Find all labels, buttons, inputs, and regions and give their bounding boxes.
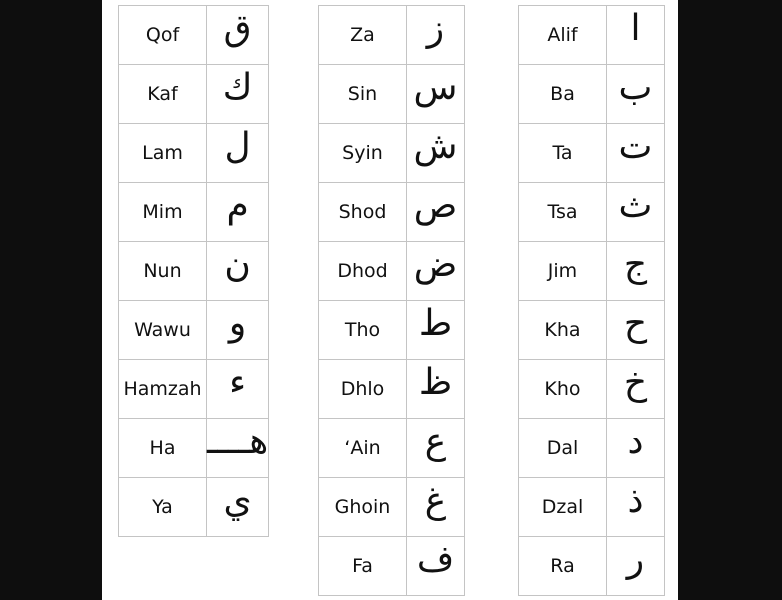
letter-row <box>319 537 465 596</box>
letter-row <box>519 183 665 242</box>
arabic-letter: ظ <box>418 362 453 403</box>
letter-name: Dhlo <box>319 360 407 419</box>
letter-name: Jim <box>519 242 607 301</box>
letter-name: Tho <box>319 301 407 360</box>
letter-row <box>319 419 465 478</box>
arabic-letter: غ <box>424 480 447 521</box>
arabic-letter-cell <box>207 183 269 242</box>
arabic-letter-cell <box>207 242 269 301</box>
arabic-letter-cell <box>407 478 465 537</box>
arabic-letter: ا <box>630 8 641 49</box>
arabic-letter: ق <box>223 8 252 49</box>
letters-table-left <box>118 5 269 537</box>
arabic-letter-cell <box>207 419 269 478</box>
arabic-letter-cell <box>207 6 269 65</box>
arabic-letter: ز <box>426 8 445 49</box>
arabic-letter-cell <box>607 360 665 419</box>
letter-name: Kho <box>519 360 607 419</box>
letter-row <box>319 478 465 537</box>
arabic-letter-cell <box>607 419 665 478</box>
letter-name: Ba <box>519 65 607 124</box>
arabic-letter-cell <box>607 6 665 65</box>
letter-name: Syin <box>319 124 407 183</box>
letter-row <box>319 301 465 360</box>
arabic-letter-cell <box>407 537 465 596</box>
letter-row <box>319 360 465 419</box>
letter-name: Sin <box>319 65 407 124</box>
arabic-letter-cell <box>407 124 465 183</box>
letter-name: Kaf <box>119 65 207 124</box>
arabic-letter-cell <box>607 301 665 360</box>
letter-row <box>119 360 269 419</box>
arabic-letter-cell <box>207 360 269 419</box>
letter-name: Kha <box>519 301 607 360</box>
arabic-letter: س <box>413 67 458 108</box>
letter-name: Ta <box>519 124 607 183</box>
letter-row <box>519 537 665 596</box>
arabic-letter: ك <box>222 67 253 108</box>
letter-row <box>119 242 269 301</box>
letter-name: Qof <box>119 6 207 65</box>
arabic-letter: ء <box>229 362 247 403</box>
letter-name: Fa <box>319 537 407 596</box>
letter-name: Ya <box>119 478 207 537</box>
arabic-letter: ر <box>626 539 645 580</box>
letter-row <box>119 124 269 183</box>
arabic-letter-cell <box>607 537 665 596</box>
letter-row <box>519 301 665 360</box>
letters-table-middle <box>318 5 465 596</box>
arabic-letter: ي <box>223 480 252 521</box>
letter-name: Nun <box>119 242 207 301</box>
arabic-letter: ث <box>618 185 653 226</box>
alphabet-sheet <box>102 0 678 600</box>
letter-row <box>519 124 665 183</box>
arabic-letter: ل <box>224 126 251 167</box>
arabic-letter: ع <box>424 421 447 462</box>
arabic-letter: ف <box>416 539 455 580</box>
letter-row <box>519 6 665 65</box>
arabic-letter-cell <box>407 242 465 301</box>
arabic-letter-cell <box>207 124 269 183</box>
letter-name: Wawu <box>119 301 207 360</box>
arabic-letter: ط <box>418 303 453 344</box>
letter-name: Tsa <box>519 183 607 242</box>
letter-name: Shod <box>319 183 407 242</box>
arabic-letter: ح <box>623 303 648 344</box>
letter-row <box>119 183 269 242</box>
letter-name: Dhod <box>319 242 407 301</box>
arabic-letter: ج <box>623 244 648 285</box>
letter-name: Za <box>319 6 407 65</box>
arabic-letter-cell <box>207 478 269 537</box>
arabic-letter: ش <box>413 126 458 167</box>
arabic-letter: ص <box>413 185 458 226</box>
arabic-letter: و <box>228 303 247 344</box>
arabic-letter: ذ <box>627 480 644 521</box>
arabic-letter-cell <box>607 478 665 537</box>
letter-name: Ra <box>519 537 607 596</box>
arabic-letter-cell <box>207 301 269 360</box>
arabic-letter-cell <box>407 183 465 242</box>
letter-row <box>319 6 465 65</box>
letter-row <box>119 65 269 124</box>
arabic-letter-cell <box>607 124 665 183</box>
arabic-letter: ن <box>224 244 251 285</box>
letter-row <box>119 419 269 478</box>
arabic-letter-cell <box>407 360 465 419</box>
letter-name: ‘Ain <box>319 419 407 478</box>
arabic-letter: هــــ <box>207 421 269 462</box>
letter-row <box>519 478 665 537</box>
letter-name: Dal <box>519 419 607 478</box>
arabic-letter-cell <box>407 301 465 360</box>
letter-name: Hamzah <box>119 360 207 419</box>
arabic-letter: ض <box>413 244 458 285</box>
letter-name: Ha <box>119 419 207 478</box>
letter-row <box>319 124 465 183</box>
arabic-letter-cell <box>607 183 665 242</box>
letter-name: Dzal <box>519 478 607 537</box>
letter-row <box>519 419 665 478</box>
arabic-letter: خ <box>623 362 648 403</box>
arabic-letter: ب <box>618 67 653 108</box>
letter-name: Lam <box>119 124 207 183</box>
letter-row <box>119 301 269 360</box>
arabic-letter-cell <box>207 65 269 124</box>
arabic-letter-cell <box>407 6 465 65</box>
letter-row <box>119 478 269 537</box>
letter-name: Alif <box>519 6 607 65</box>
letter-row <box>319 242 465 301</box>
arabic-letter: ت <box>618 126 653 167</box>
letter-row <box>519 65 665 124</box>
letter-name: Mim <box>119 183 207 242</box>
arabic-letter-cell <box>607 242 665 301</box>
arabic-letter: م <box>226 185 249 226</box>
arabic-letter-cell <box>607 65 665 124</box>
arabic-letter: د <box>627 421 644 462</box>
letter-name: Ghoin <box>319 478 407 537</box>
letters-table-right <box>518 5 665 596</box>
arabic-letter-cell <box>407 419 465 478</box>
letter-row <box>519 242 665 301</box>
letter-row <box>519 360 665 419</box>
arabic-letter-cell <box>407 65 465 124</box>
letter-row <box>319 183 465 242</box>
letter-row <box>319 65 465 124</box>
letter-row <box>119 6 269 65</box>
